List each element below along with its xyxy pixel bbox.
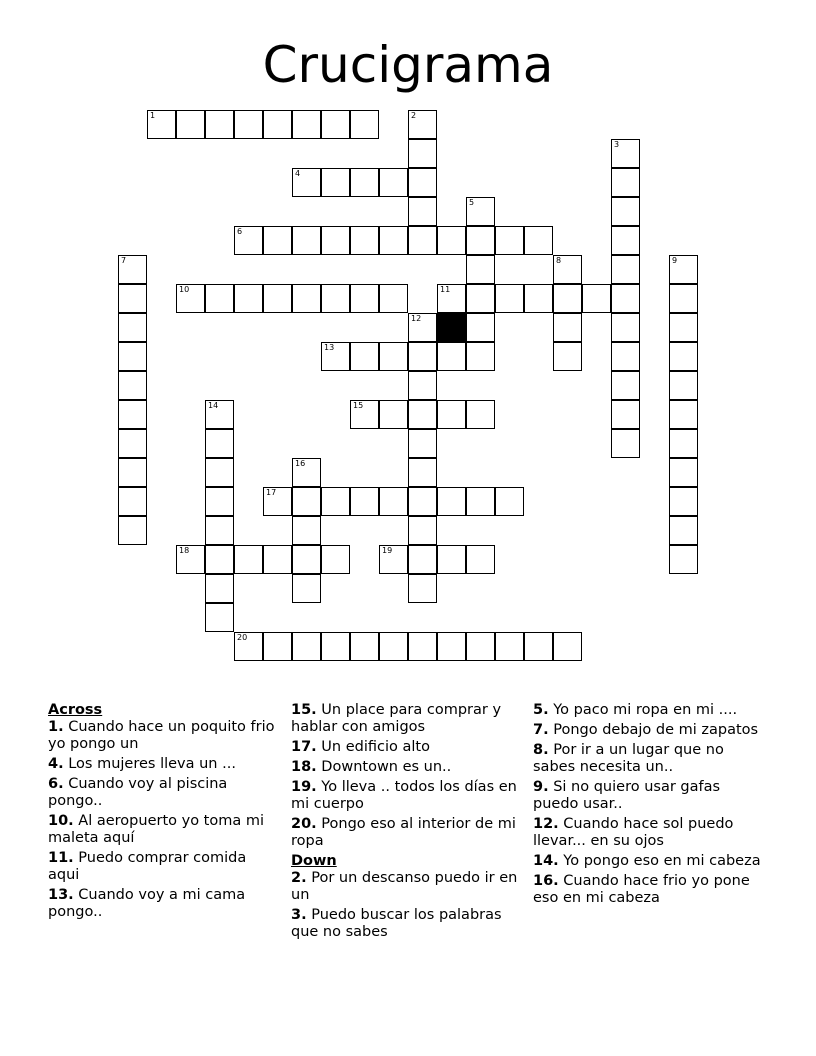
grid-cell[interactable] bbox=[321, 487, 350, 516]
cell-number: 7 bbox=[121, 256, 127, 265]
cell-number: 4 bbox=[295, 169, 301, 178]
grid-cell[interactable] bbox=[205, 574, 234, 603]
grid-cell[interactable] bbox=[408, 110, 437, 139]
clue-number: 9. bbox=[533, 779, 549, 795]
clue-text: Puedo comprar comida aqui bbox=[48, 850, 247, 883]
grid-cell[interactable] bbox=[263, 632, 292, 661]
grid-cell[interactable] bbox=[466, 545, 495, 574]
clue-text: Cuando hace sol puedo llevar... en su ojos bbox=[533, 816, 734, 849]
grid-cell[interactable] bbox=[292, 168, 321, 197]
cell-number: 9 bbox=[672, 256, 678, 265]
grid-cell[interactable] bbox=[437, 342, 466, 371]
grid-cell[interactable] bbox=[292, 516, 321, 545]
clue-item bbox=[533, 873, 761, 907]
grid-cell[interactable] bbox=[205, 603, 234, 632]
clue-item bbox=[48, 776, 276, 810]
cell-number: 14 bbox=[208, 401, 219, 410]
grid-cell[interactable] bbox=[292, 574, 321, 603]
cell-number: 8 bbox=[556, 256, 562, 265]
cell-number: 16 bbox=[295, 459, 306, 468]
grid-cell[interactable] bbox=[553, 313, 582, 342]
cell-number: 20 bbox=[237, 633, 248, 642]
cell-number: 5 bbox=[469, 198, 475, 207]
clue-text: Yo lleva .. todos los días en mi cuerpo bbox=[291, 779, 517, 812]
cell-number: 1 bbox=[150, 111, 156, 120]
clue-item bbox=[291, 870, 519, 904]
clue-number: 18. bbox=[291, 759, 317, 775]
grid-cell[interactable] bbox=[611, 197, 640, 226]
grid-cell[interactable] bbox=[495, 226, 524, 255]
cell-number: 17 bbox=[266, 488, 277, 497]
clue-column-1 bbox=[48, 702, 276, 924]
clue-item bbox=[291, 816, 519, 850]
grid-cell[interactable] bbox=[466, 197, 495, 226]
grid-cell[interactable] bbox=[466, 632, 495, 661]
clue-item bbox=[533, 742, 761, 776]
grid-cell[interactable] bbox=[379, 632, 408, 661]
grid-cell[interactable] bbox=[408, 371, 437, 400]
grid-cell[interactable] bbox=[408, 313, 437, 342]
clue-text: Al aeropuerto yo toma mi maleta aquí bbox=[48, 813, 265, 846]
grid-cell[interactable] bbox=[292, 284, 321, 313]
grid-cell[interactable] bbox=[263, 284, 292, 313]
clue-number: 11. bbox=[48, 850, 74, 866]
clue-item bbox=[48, 887, 276, 921]
grid-cell[interactable] bbox=[669, 545, 698, 574]
grid-cell[interactable] bbox=[292, 545, 321, 574]
cell-number: 6 bbox=[237, 227, 243, 236]
grid-cell[interactable] bbox=[495, 632, 524, 661]
grid-cell[interactable] bbox=[321, 632, 350, 661]
grid-cell[interactable] bbox=[234, 226, 263, 255]
clue-column-2 bbox=[291, 702, 519, 944]
cell-number: 12 bbox=[411, 314, 422, 323]
black-square bbox=[437, 313, 466, 342]
grid-cell[interactable] bbox=[321, 168, 350, 197]
grid-cell[interactable] bbox=[205, 487, 234, 516]
grid-cell[interactable] bbox=[176, 284, 205, 313]
grid-cell[interactable] bbox=[669, 429, 698, 458]
grid-cell[interactable] bbox=[611, 284, 640, 313]
grid-cell[interactable] bbox=[611, 313, 640, 342]
clue-number: 4. bbox=[48, 756, 64, 772]
grid-cell[interactable] bbox=[118, 342, 147, 371]
grid-cell[interactable] bbox=[669, 284, 698, 313]
cell-number: 11 bbox=[440, 285, 451, 294]
grid-cell[interactable] bbox=[350, 284, 379, 313]
grid-cell[interactable] bbox=[350, 400, 379, 429]
grid-cell[interactable] bbox=[524, 284, 553, 313]
clue-item bbox=[291, 739, 519, 756]
clue-text: Cuando voy al piscina pongo.. bbox=[48, 776, 228, 809]
grid-cell[interactable] bbox=[437, 545, 466, 574]
grid-cell[interactable] bbox=[553, 284, 582, 313]
grid-cell[interactable] bbox=[408, 226, 437, 255]
clue-number: 3. bbox=[291, 907, 307, 923]
grid-cell[interactable] bbox=[205, 110, 234, 139]
grid-cell[interactable] bbox=[669, 371, 698, 400]
grid-cell[interactable] bbox=[669, 342, 698, 371]
grid-cell[interactable] bbox=[408, 632, 437, 661]
across-heading: Across bbox=[48, 702, 103, 718]
grid-cell[interactable] bbox=[466, 226, 495, 255]
clue-number: 17. bbox=[291, 739, 317, 755]
grid-cell[interactable] bbox=[379, 284, 408, 313]
grid-cell[interactable] bbox=[118, 487, 147, 516]
grid-cell[interactable] bbox=[466, 400, 495, 429]
clue-item bbox=[533, 722, 761, 739]
clue-item bbox=[48, 850, 276, 884]
grid-cell[interactable] bbox=[437, 284, 466, 313]
grid-cell[interactable] bbox=[408, 168, 437, 197]
clue-item bbox=[291, 702, 519, 736]
grid-cell[interactable] bbox=[234, 110, 263, 139]
grid-cell[interactable] bbox=[292, 110, 321, 139]
grid-cell[interactable] bbox=[379, 342, 408, 371]
cell-number: 10 bbox=[179, 285, 190, 294]
grid-cell[interactable] bbox=[321, 226, 350, 255]
grid-cell[interactable] bbox=[408, 487, 437, 516]
clue-item bbox=[48, 756, 276, 773]
grid-cell[interactable] bbox=[263, 226, 292, 255]
grid-cell[interactable] bbox=[495, 487, 524, 516]
clue-text: Yo pongo eso en mi cabeza bbox=[563, 853, 761, 869]
grid-cell[interactable] bbox=[321, 110, 350, 139]
clue-number: 1. bbox=[48, 719, 64, 735]
clue-text: Pongo debajo de mi zapatos bbox=[553, 722, 759, 738]
clue-column-3 bbox=[533, 702, 761, 910]
clue-text: Puedo buscar los palabras que no sabes bbox=[291, 907, 502, 940]
grid-cell[interactable] bbox=[292, 632, 321, 661]
clue-item bbox=[291, 907, 519, 941]
grid-cell[interactable] bbox=[118, 313, 147, 342]
cell-number: 3 bbox=[614, 140, 620, 149]
grid-cell[interactable] bbox=[466, 255, 495, 284]
grid-cell[interactable] bbox=[118, 371, 147, 400]
grid-cell[interactable] bbox=[263, 487, 292, 516]
cell-number: 13 bbox=[324, 343, 335, 352]
down-heading: Down bbox=[291, 853, 337, 869]
grid-cell[interactable] bbox=[669, 458, 698, 487]
grid-cell[interactable] bbox=[321, 342, 350, 371]
grid-cell[interactable] bbox=[321, 284, 350, 313]
clue-text: Un edificio alto bbox=[321, 739, 430, 755]
clue-item bbox=[533, 853, 761, 870]
grid-cell[interactable] bbox=[466, 313, 495, 342]
cell-number: 19 bbox=[382, 546, 393, 555]
grid-cell[interactable] bbox=[379, 226, 408, 255]
grid-cell[interactable] bbox=[321, 545, 350, 574]
clue-text: Los mujeres lleva un ... bbox=[68, 756, 236, 772]
grid-cell[interactable] bbox=[118, 284, 147, 313]
grid-cell[interactable] bbox=[408, 574, 437, 603]
clue-number: 10. bbox=[48, 813, 74, 829]
clue-number: 20. bbox=[291, 816, 317, 832]
grid-cell[interactable] bbox=[466, 487, 495, 516]
grid-cell[interactable] bbox=[408, 429, 437, 458]
grid-cell[interactable] bbox=[408, 139, 437, 168]
clue-text: Cuando hace frio yo pone eso en mi cabeza bbox=[533, 873, 750, 906]
clue-text: Por ir a un lugar que no sabes necesita un.. bbox=[533, 742, 724, 775]
clue-number: 14. bbox=[533, 853, 559, 869]
clue-text: Un place para comprar y hablar con amigos bbox=[291, 702, 502, 735]
grid-cell[interactable] bbox=[611, 255, 640, 284]
grid-cell[interactable] bbox=[611, 226, 640, 255]
grid-cell[interactable] bbox=[669, 313, 698, 342]
grid-cell[interactable] bbox=[350, 110, 379, 139]
grid-cell[interactable] bbox=[205, 429, 234, 458]
grid-cell[interactable] bbox=[350, 632, 379, 661]
grid-cell[interactable] bbox=[437, 632, 466, 661]
clue-item bbox=[291, 759, 519, 776]
clue-text: Yo paco mi ropa en mi .... bbox=[553, 702, 738, 718]
grid-cell[interactable] bbox=[234, 545, 263, 574]
grid-cell[interactable] bbox=[669, 487, 698, 516]
grid-cell[interactable] bbox=[205, 458, 234, 487]
grid-cell[interactable] bbox=[118, 429, 147, 458]
clue-number: 6. bbox=[48, 776, 64, 792]
cell-number: 18 bbox=[179, 546, 190, 555]
grid-cell[interactable] bbox=[379, 487, 408, 516]
grid-cell[interactable] bbox=[292, 458, 321, 487]
clue-number: 5. bbox=[533, 702, 549, 718]
grid-cell[interactable] bbox=[611, 400, 640, 429]
clue-text: Pongo eso al interior de mi ropa bbox=[291, 816, 516, 849]
grid-cell[interactable] bbox=[379, 545, 408, 574]
grid-cell[interactable] bbox=[408, 400, 437, 429]
grid-cell[interactable] bbox=[553, 632, 582, 661]
grid-cell[interactable] bbox=[524, 226, 553, 255]
grid-cell[interactable] bbox=[524, 632, 553, 661]
grid-cell[interactable] bbox=[263, 110, 292, 139]
clue-number: 2. bbox=[291, 870, 307, 886]
clue-number: 15. bbox=[291, 702, 317, 718]
grid-cell[interactable] bbox=[147, 110, 176, 139]
clue-text: Cuando voy a mi cama pongo.. bbox=[48, 887, 246, 920]
grid-cell[interactable] bbox=[234, 284, 263, 313]
grid-cell[interactable] bbox=[292, 226, 321, 255]
clue-item bbox=[533, 816, 761, 850]
grid-cell[interactable] bbox=[408, 516, 437, 545]
clue-text: Cuando hace un poquito frio yo pongo un bbox=[48, 719, 275, 752]
clue-number: 8. bbox=[533, 742, 549, 758]
clue-item bbox=[533, 702, 761, 719]
grid-cell[interactable] bbox=[582, 284, 611, 313]
cell-number: 15 bbox=[353, 401, 364, 410]
grid-cell[interactable] bbox=[669, 400, 698, 429]
clue-number: 19. bbox=[291, 779, 317, 795]
grid-cell[interactable] bbox=[234, 632, 263, 661]
grid-cell[interactable] bbox=[611, 371, 640, 400]
grid-cell[interactable] bbox=[205, 516, 234, 545]
grid-cell[interactable] bbox=[408, 197, 437, 226]
grid-cell[interactable] bbox=[408, 545, 437, 574]
grid-cell[interactable] bbox=[176, 110, 205, 139]
grid-cell[interactable] bbox=[350, 168, 379, 197]
grid-cell[interactable] bbox=[437, 400, 466, 429]
grid-cell[interactable] bbox=[350, 342, 379, 371]
grid-cell[interactable] bbox=[118, 255, 147, 284]
page-title: Crucigrama bbox=[262, 36, 554, 94]
grid-cell[interactable] bbox=[466, 284, 495, 313]
clue-number: 16. bbox=[533, 873, 559, 889]
grid-cell[interactable] bbox=[118, 458, 147, 487]
grid-cell[interactable] bbox=[176, 545, 205, 574]
grid-cell[interactable] bbox=[408, 342, 437, 371]
grid-cell[interactable] bbox=[118, 400, 147, 429]
grid-cell[interactable] bbox=[350, 226, 379, 255]
grid-cell[interactable] bbox=[437, 226, 466, 255]
clue-number: 13. bbox=[48, 887, 74, 903]
clue-text: Si no quiero usar gafas puedo usar.. bbox=[533, 779, 721, 812]
clue-item bbox=[48, 719, 276, 753]
grid-cell[interactable] bbox=[553, 255, 582, 284]
clue-text: Por un descanso puedo ir en un bbox=[291, 870, 518, 903]
clue-item bbox=[533, 779, 761, 813]
grid-cell[interactable] bbox=[611, 168, 640, 197]
grid-cell[interactable] bbox=[205, 545, 234, 574]
grid-cell[interactable] bbox=[205, 284, 234, 313]
grid-cell[interactable] bbox=[611, 139, 640, 168]
grid-cell[interactable] bbox=[379, 168, 408, 197]
grid-cell[interactable] bbox=[437, 487, 466, 516]
clue-number: 12. bbox=[533, 816, 559, 832]
grid-cell[interactable] bbox=[118, 516, 147, 545]
clue-number: 7. bbox=[533, 722, 549, 738]
clue-item bbox=[291, 779, 519, 813]
grid-cell[interactable] bbox=[263, 545, 292, 574]
grid-cell[interactable] bbox=[611, 342, 640, 371]
grid-cell[interactable] bbox=[205, 400, 234, 429]
grid-cell[interactable] bbox=[553, 342, 582, 371]
grid-cell[interactable] bbox=[350, 487, 379, 516]
grid-cell[interactable] bbox=[292, 487, 321, 516]
grid-cell[interactable] bbox=[669, 516, 698, 545]
grid-cell[interactable] bbox=[379, 400, 408, 429]
cell-number: 2 bbox=[411, 111, 417, 120]
grid-cell[interactable] bbox=[611, 429, 640, 458]
grid-cell[interactable] bbox=[669, 255, 698, 284]
grid-cell[interactable] bbox=[495, 284, 524, 313]
clue-item bbox=[48, 813, 276, 847]
grid-cell[interactable] bbox=[408, 458, 437, 487]
clue-text: Downtown es un.. bbox=[321, 759, 452, 775]
grid-cell[interactable] bbox=[466, 342, 495, 371]
